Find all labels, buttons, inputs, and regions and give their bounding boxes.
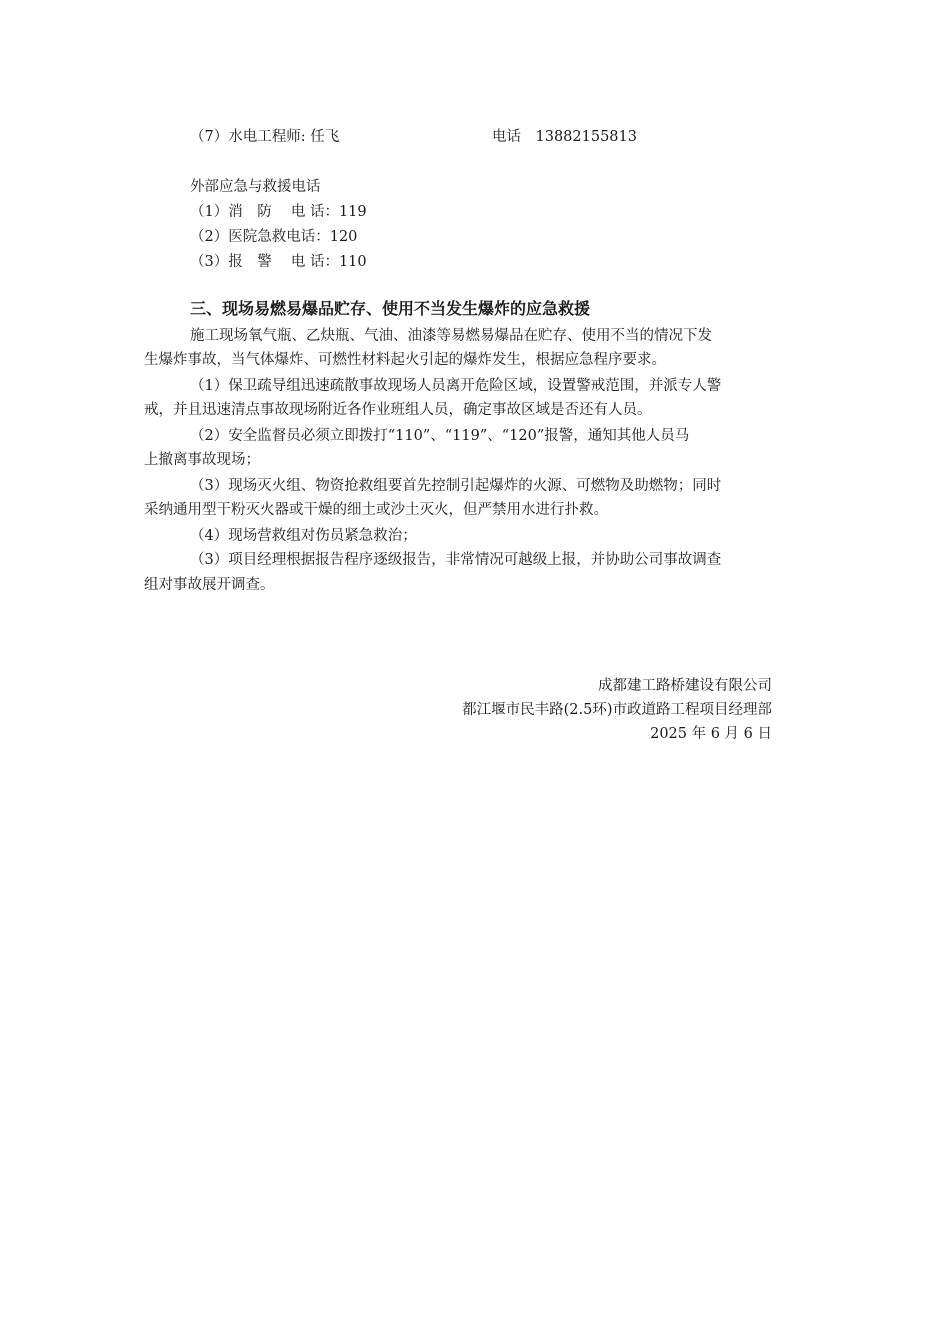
section-3-line: （2）安全监督员必须立即拨打“110”、“119”、“120”报警，通知其他人员马: [190, 428, 690, 444]
section-3-line: （3）项目经理根据报告程序逐级报告，非常情况可越级上报，并协助公司事故调查: [190, 552, 722, 568]
section-3-line: 上撤离事故现场；: [144, 452, 260, 468]
section-3-line: 采纳通用型干粉灭火器或干燥的细土或沙土灭火，但严禁用水进行扑救。: [144, 502, 608, 518]
section-3-line: 施工现场氧气瓶、乙炔瓶、气油、油漆等易燃易爆品在贮存、使用不当的情况下发: [190, 328, 712, 344]
engineer-phone: 电话 13882155813: [492, 129, 637, 145]
section-3-line: 生爆炸事故，当气体爆炸、可燃性材料起火引起的爆炸发生，根据应急程序要求。: [144, 352, 666, 368]
engineer-label: （7）水电工程师: 任飞: [190, 129, 340, 145]
external-item-fire: （1）消 防 电 话：119: [190, 204, 367, 220]
external-title: 外部应急与救援电话: [190, 179, 321, 195]
external-item-hospital: （2）医院急救电话：120: [190, 229, 358, 245]
section-3-line: 戒，并且迅速清点事故现场附近各作业班组人员，确定事故区域是否还有人员。: [144, 402, 652, 418]
section-3-line: （4）现场营救组对伤员紧急救治；: [190, 528, 417, 544]
section-3-line: （1）保卫疏导组迅速疏散事故现场人员离开危险区域，设置警戒范围，并派专人警: [190, 378, 722, 394]
external-item-police: （3）报 警 电 话：110: [190, 254, 367, 270]
section-3-line: （3）现场灭火组、物资抢救组要首先控制引起爆炸的火源、可燃物及助燃物；同时: [190, 478, 722, 494]
signature-date: 2025 年 6 月 6 日: [650, 726, 772, 742]
section-3-title: 三、现场易燃易爆品贮存、使用不当发生爆炸的应急救援: [190, 299, 591, 318]
signature-department: 都江堰市民丰路(2.5环)市政道路工程项目经理部: [462, 702, 772, 718]
signature-company: 成都建工路桥建设有限公司: [598, 678, 772, 694]
section-3-line: 组对事故展开调查。: [144, 577, 275, 593]
